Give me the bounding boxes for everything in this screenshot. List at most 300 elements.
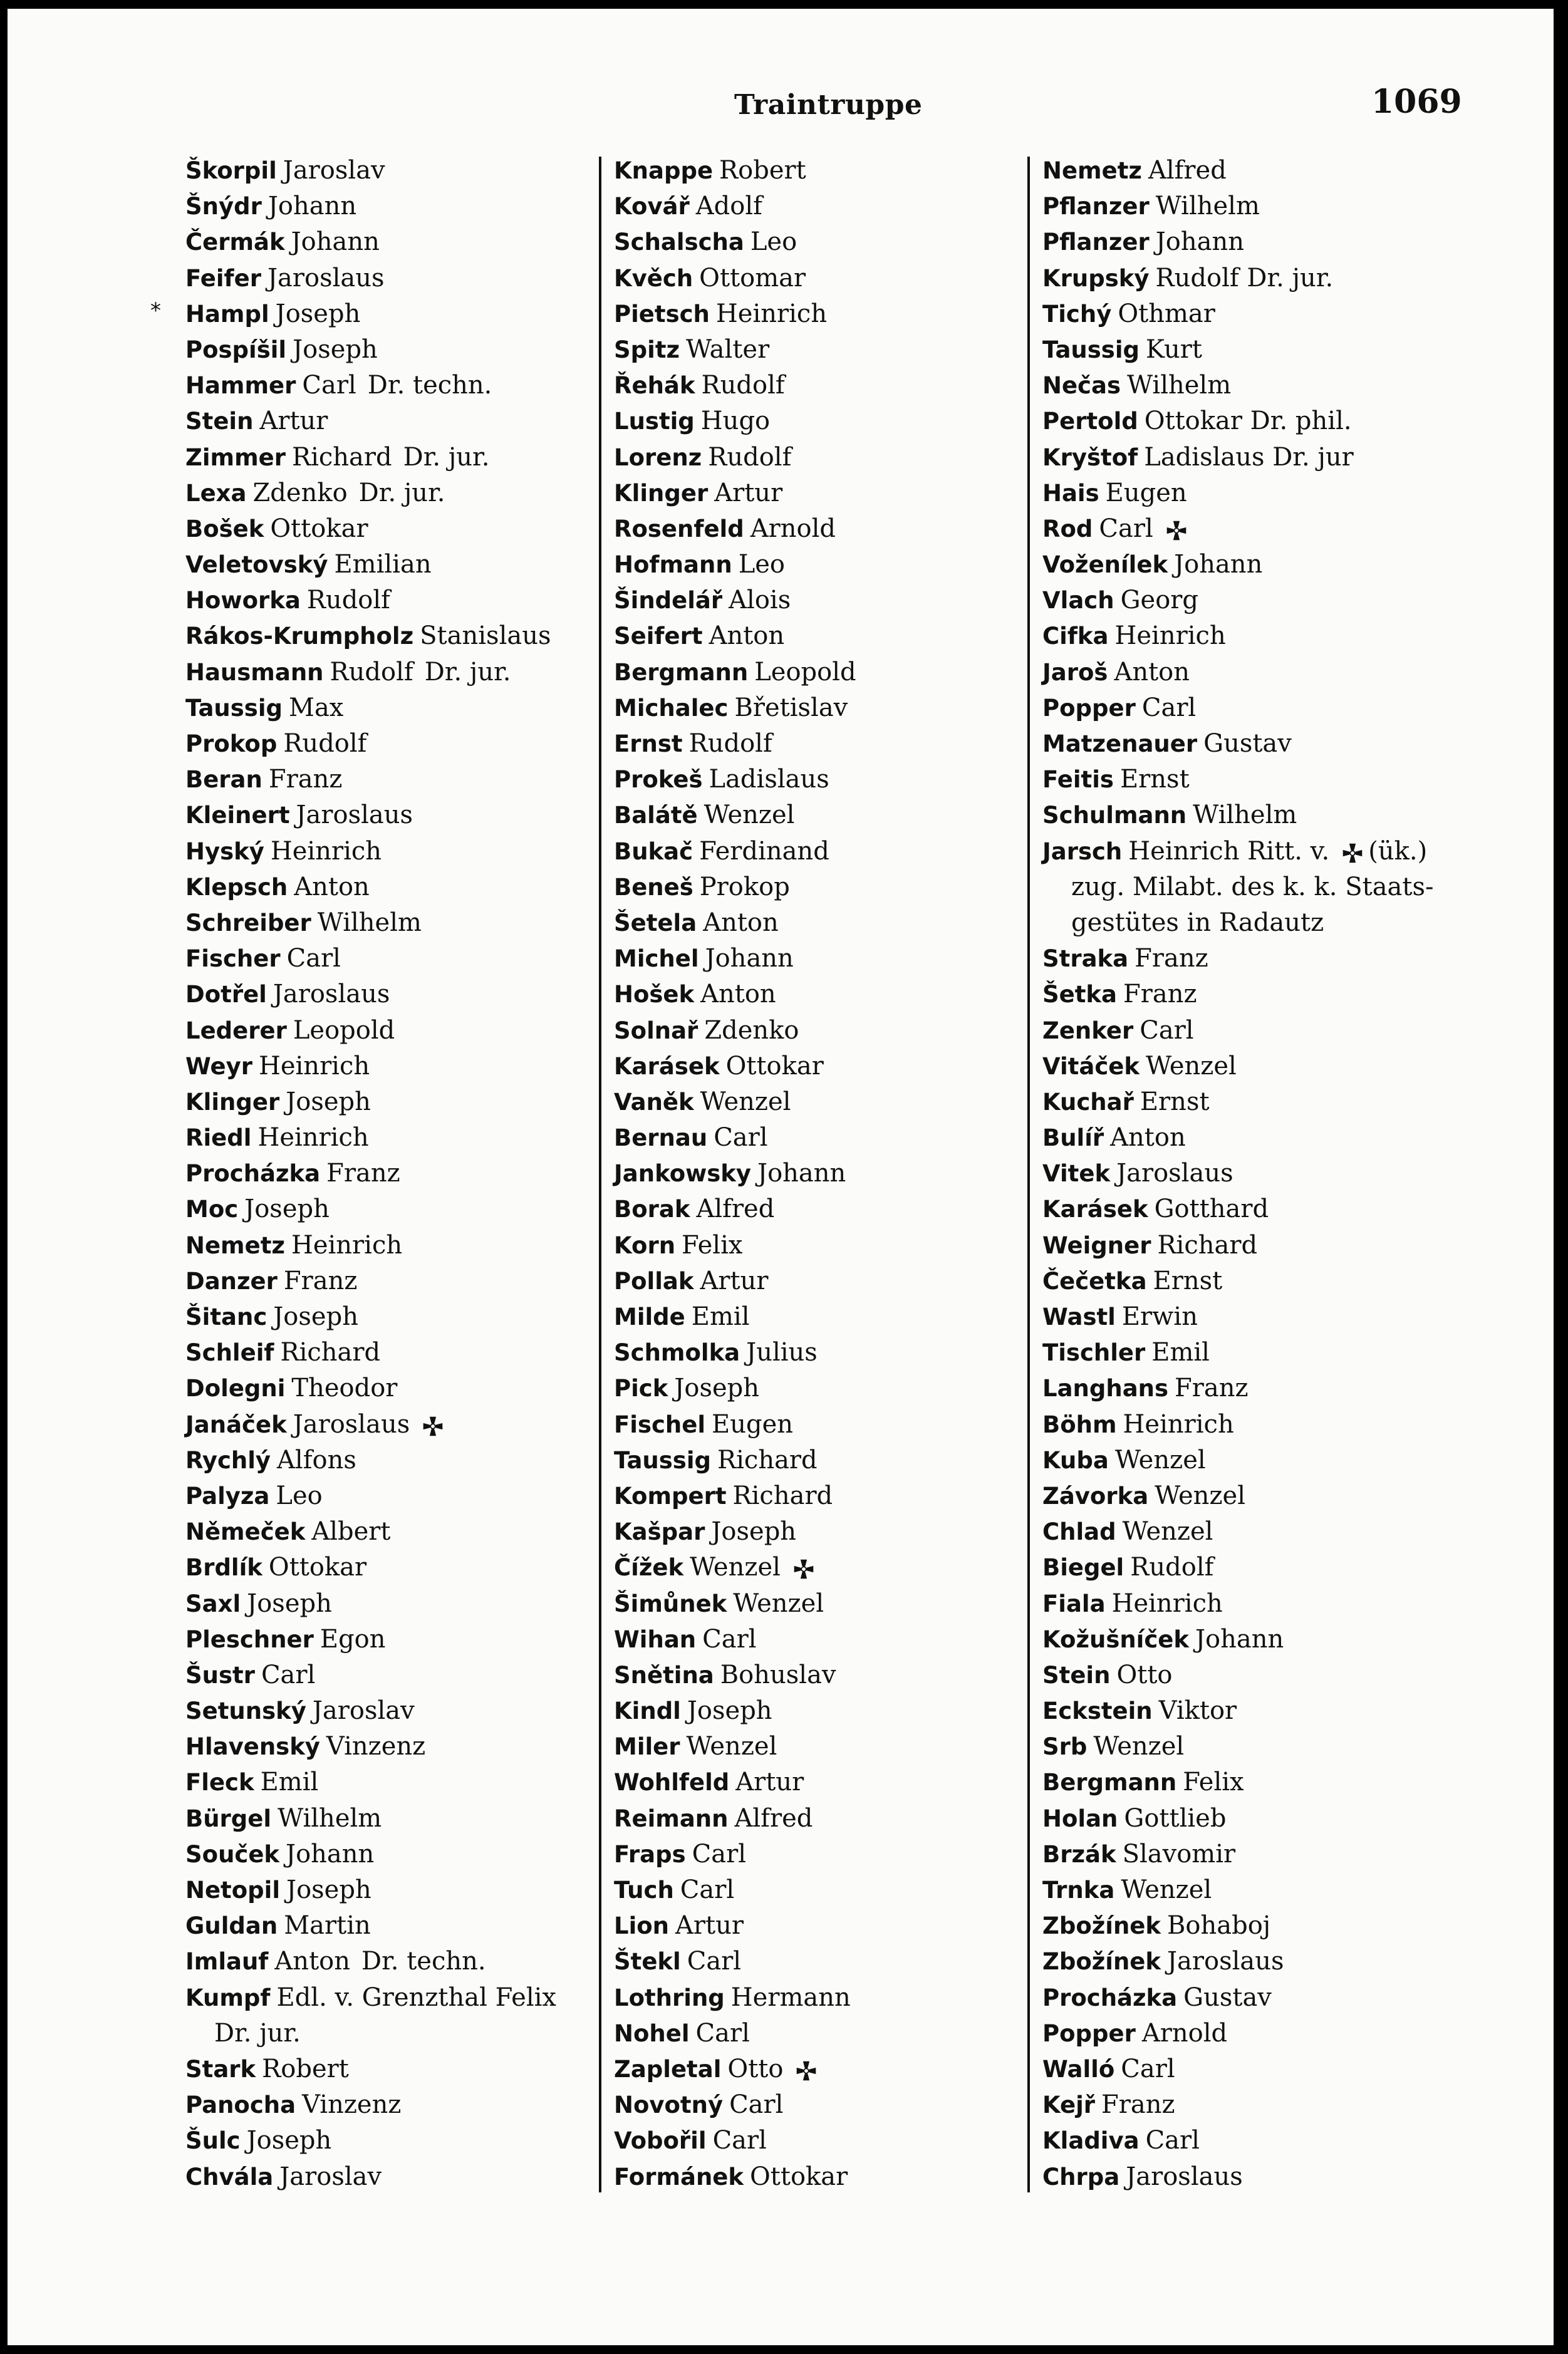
entry-given-name: Leo	[750, 227, 797, 257]
entry-surname: Hofmann	[614, 551, 732, 579]
list-item	[185, 1478, 586, 1514]
list-item	[614, 797, 1015, 833]
list-item	[185, 1944, 586, 1979]
list-item	[1042, 1801, 1475, 1837]
entry-given-name: Johann	[286, 1839, 375, 1869]
entry-given-name: Kurt	[1146, 334, 1202, 364]
list-item	[1042, 153, 1475, 189]
entry-given-name: Wenzel	[1093, 1732, 1185, 1761]
entry-surname: Formánek	[614, 2163, 744, 2191]
entry-surname: Kovář	[614, 193, 690, 220]
list-item	[1042, 332, 1475, 368]
entry-surname: Matzenauer	[1042, 730, 1198, 757]
list-item	[614, 2016, 1015, 2051]
list-item	[1042, 834, 1475, 869]
list-item	[185, 1729, 586, 1765]
list-item	[1042, 1228, 1475, 1263]
entry-surname: Milde	[614, 1304, 685, 1330]
entry-title: Dr. techn.	[361, 1947, 486, 1976]
entry-given-name: Ottomar	[699, 263, 806, 293]
list-item	[1042, 1622, 1475, 1657]
entry-given-name: Felix	[682, 1230, 743, 1260]
entry-given-name: Anton	[274, 1947, 350, 1976]
list-item	[1042, 1765, 1475, 1800]
entry-given-name: Richard	[1157, 1230, 1258, 1260]
entry-surname: Vlach	[1042, 587, 1114, 614]
entry-surname: Michalec	[614, 694, 729, 722]
cross-pattee-icon	[796, 2060, 817, 2082]
entry-given-name: Heinrich	[270, 836, 382, 866]
entry-given-name: Felix	[1183, 1768, 1244, 1797]
entry-surname: Chlad	[1042, 1518, 1116, 1546]
entry-surname: Saxl	[185, 1590, 241, 1617]
entry-surname: Kladiva	[1042, 2127, 1140, 2155]
entry-given-name: Hugo	[700, 407, 771, 436]
entry-surname: Balátě	[614, 802, 698, 829]
list-item	[614, 1693, 1015, 1729]
entry-given-name: Heinrich	[1111, 1589, 1223, 1618]
entry-surname: Šindelář	[614, 587, 723, 614]
entry-given-name: Wenzel	[1121, 1875, 1212, 1904]
entry-given-name: Egon	[319, 1624, 386, 1654]
list-item	[185, 726, 586, 762]
list-item	[1042, 655, 1475, 690]
list-item	[1042, 296, 1475, 332]
list-item	[614, 1299, 1015, 1335]
entry-given-name: Carl	[712, 2126, 767, 2155]
entry-surname: Nemetz	[1042, 157, 1142, 184]
list-item	[185, 189, 586, 224]
entry-given-name: Carl	[1140, 1015, 1194, 1045]
list-item	[185, 2051, 586, 2087]
entry-surname: Popper	[1042, 2020, 1136, 2047]
list-item	[1042, 1407, 1475, 1443]
entry-given-name: Artur	[735, 1768, 804, 1797]
entry-given-name: Wenzel	[1114, 1445, 1206, 1475]
entry-surname: Jarsch	[1042, 837, 1123, 865]
list-item	[614, 2087, 1015, 2123]
list-item	[614, 1514, 1015, 1550]
entry-given-name: Robert	[719, 156, 806, 185]
entry-given-name: Edl. v. Grenzthal Felix	[276, 1983, 556, 2012]
entry-given-name: Othmar	[1118, 299, 1215, 328]
list-item	[614, 332, 1015, 368]
list-item	[1042, 1944, 1475, 1979]
entry-given-name: Ernst	[1140, 1087, 1210, 1116]
list-item	[1042, 2087, 1475, 2123]
entry-given-name: Johann	[1155, 227, 1244, 257]
entry-given-name: Johann	[757, 1159, 846, 1188]
entry-surname: Fiala	[1042, 1590, 1106, 1617]
entry-given-name: Wenzel	[690, 1553, 781, 1582]
entry-given-name: Ottokar	[725, 1051, 824, 1081]
entry-given-name: Emilian	[334, 550, 432, 579]
list-item	[185, 2087, 586, 2123]
entry-given-name: Stanislaus	[420, 621, 551, 651]
entry-given-name: Heinrich	[715, 299, 828, 328]
list-item	[614, 869, 1015, 905]
list-item	[614, 1084, 1015, 1120]
list-item	[1042, 762, 1475, 797]
entry-surname: Stein	[1042, 1661, 1111, 1689]
list-item	[614, 1371, 1015, 1406]
list-item	[614, 2123, 1015, 2159]
entry-surname: Feifer	[185, 264, 261, 292]
list-item	[1042, 1156, 1475, 1191]
list-item	[1042, 1872, 1475, 1908]
list-item	[185, 1586, 586, 1622]
entry-surname: Kejř	[1042, 2092, 1096, 2119]
entry-surname: Hais	[1042, 479, 1099, 507]
cross-pattee-icon	[1166, 520, 1187, 541]
list-item	[614, 1120, 1015, 1156]
entry-given-name: Wilhelm	[278, 1803, 382, 1833]
entry-surname: Dolegni	[185, 1375, 286, 1403]
entry-surname: Eckstein	[1042, 1698, 1153, 1725]
entry-given-name: Ernst	[1153, 1266, 1223, 1295]
entry-given-name: Erwin	[1121, 1302, 1198, 1331]
entry-given-name: Carl	[286, 944, 341, 973]
entry-surname: Závorka	[1042, 1482, 1149, 1510]
list-item	[185, 1765, 586, 1800]
entry-surname: Stein	[185, 408, 254, 435]
list-item	[185, 1299, 586, 1335]
entry-surname: Šimůnek	[614, 1590, 727, 1617]
entry-surname: Brzák	[1042, 1840, 1116, 1868]
entry-continuation: gestütes in Radautz	[1071, 908, 1324, 937]
entry-surname: Lexa	[185, 479, 247, 507]
entry-surname: Pospíšil	[185, 336, 287, 363]
list-item	[614, 296, 1015, 332]
entry-surname: Srb	[1042, 1733, 1088, 1761]
entry-surname: Kašpar	[614, 1518, 705, 1546]
list-item	[185, 332, 586, 368]
entry-given-name: Ottokar	[750, 2162, 848, 2191]
entry-given-name: Otto	[1116, 1660, 1173, 1689]
entry-given-name: Ferdinand	[699, 836, 829, 866]
list-item	[185, 834, 586, 869]
list-item	[185, 1191, 586, 1227]
list-item	[185, 1837, 586, 1872]
document-page	[8, 9, 1554, 2345]
list-item	[614, 1622, 1015, 1657]
list-item	[185, 655, 586, 690]
entry-surname: Vitek	[1042, 1160, 1111, 1188]
entry-surname: Schmolka	[614, 1339, 740, 1367]
entry-surname: Schulmann	[1042, 802, 1187, 829]
list-item	[614, 1228, 1015, 1263]
entry-surname: Klinger	[614, 479, 709, 507]
entry-surname: Wohlfeld	[614, 1769, 730, 1797]
entry-surname: Tuch	[614, 1877, 674, 1904]
list-item	[614, 1837, 1015, 1872]
entry-given-name: Gustav	[1183, 1983, 1272, 2012]
entry-given-name: Joseph	[247, 1589, 332, 1618]
entry-surname: Voženílek	[1042, 551, 1168, 579]
list-item	[614, 403, 1015, 439]
entry-surname: Procházka	[1042, 1984, 1178, 2011]
entry-given-name: Emil	[260, 1768, 319, 1797]
entry-given-name: Jaroslav	[312, 1696, 415, 1726]
entry-surname: Brdlík	[185, 1554, 262, 1582]
list-item	[1042, 1299, 1475, 1335]
entry-given-name: Carl	[695, 2018, 750, 2048]
entry-surname: Pflanzer	[1042, 193, 1150, 220]
entry-surname: Tichý	[1042, 300, 1112, 328]
list-item	[185, 1622, 586, 1657]
entry-given-name: Arnold	[750, 514, 836, 543]
entry-surname: Hampl	[185, 300, 269, 328]
entry-given-name: Martin	[284, 1911, 371, 1941]
entry-given-name: Richard	[732, 1481, 833, 1510]
list-item	[1042, 869, 1475, 905]
entry-surname: Veletovský	[185, 551, 328, 579]
entry-given-name: Franz	[1175, 1374, 1249, 1403]
entry-surname: Kvěch	[614, 264, 693, 292]
entry-given-name: Rudolf	[1130, 1553, 1214, 1582]
list-item	[185, 1980, 586, 2016]
entry-surname: Procházka	[185, 1160, 321, 1188]
list-item	[1042, 1514, 1475, 1550]
list-item	[185, 2016, 586, 2051]
list-item	[1042, 261, 1475, 296]
entry-given-name: Leopold	[754, 657, 856, 687]
entry-surname: Hlavenský	[185, 1733, 320, 1761]
list-item	[614, 834, 1015, 869]
entry-surname: Trnka	[1042, 1877, 1115, 1904]
entry-surname: Štekl	[614, 1948, 681, 1976]
entry-given-name: Heinrich	[1123, 1409, 1234, 1439]
entry-surname: Holan	[1042, 1805, 1118, 1832]
entry-given-name: Joseph	[286, 1875, 371, 1904]
entry-given-name: Jaroslav	[279, 2162, 382, 2191]
list-item	[614, 1550, 1015, 1585]
entry-surname: Korn	[614, 1231, 676, 1259]
entry-given-name: Rudolf Dr. jur.	[1155, 263, 1334, 293]
entry-surname: Rod	[1042, 515, 1093, 542]
entry-surname: Schleif	[185, 1339, 274, 1367]
entry-given-name: Rudolf	[306, 586, 390, 615]
list-item	[185, 403, 586, 439]
entry-surname: Bergmann	[1042, 1769, 1177, 1797]
entry-given-name: Joseph	[244, 1195, 330, 1224]
list-item	[614, 1013, 1015, 1049]
entry-surname: Dotřel	[185, 981, 267, 1008]
entry-given-name: Rudolf	[283, 729, 367, 758]
entry-given-name: Leo	[276, 1481, 323, 1510]
entry-given-name: Joseph	[293, 334, 378, 364]
entry-given-name: Rudolf	[330, 657, 413, 687]
entry-given-name: Anton	[703, 908, 779, 937]
list-item	[185, 941, 586, 977]
list-item	[185, 905, 586, 941]
entry-surname: Borak	[614, 1196, 690, 1223]
entry-given-name: Richard	[291, 442, 392, 472]
list-item	[1042, 1980, 1475, 2016]
entry-given-name: Ladislaus	[709, 765, 829, 794]
entry-surname: Bošek	[185, 515, 264, 542]
entry-surname: Řehák	[614, 372, 695, 400]
entry-surname: Kryštof	[1042, 443, 1138, 471]
list-item	[1042, 1908, 1475, 1944]
entry-given-name: Joseph	[275, 299, 361, 328]
entry-given-name: Joseph	[286, 1087, 371, 1116]
list-item	[185, 547, 586, 583]
list-item	[1042, 368, 1475, 403]
page-number: 1069	[1371, 83, 1462, 121]
list-item	[1042, 1371, 1475, 1406]
entry-given-name: Heinrich Ritt. v.	[1128, 836, 1330, 866]
entry-given-name: Carl	[302, 371, 356, 400]
entry-surname: Taussig	[1042, 336, 1140, 363]
list-item	[1042, 475, 1475, 511]
entry-surname: Bürgel	[185, 1805, 272, 1832]
list-item	[614, 189, 1015, 224]
entry-continuation: zug. Milabt. des k. k. Staats-	[1071, 872, 1434, 901]
list-item	[185, 2123, 586, 2159]
entry-given-name: Artur	[700, 1266, 769, 1295]
list-item	[1042, 1335, 1475, 1371]
entry-given-name: Zdenko	[704, 1015, 799, 1045]
entry-given-name: Gotthard	[1154, 1195, 1269, 1224]
list-item	[614, 583, 1015, 618]
entry-given-name: Franz	[1123, 980, 1197, 1009]
list-item	[1042, 1120, 1475, 1156]
list-item	[614, 1156, 1015, 1191]
entry-given-name: Wenzel	[1122, 1517, 1213, 1547]
entry-given-name: Carl	[729, 2090, 784, 2120]
list-item	[614, 261, 1015, 296]
list-item	[1042, 547, 1475, 583]
entry-surname: Pick	[614, 1375, 668, 1403]
entry-surname: Prokeš	[614, 766, 703, 794]
entry-given-name: Alfons	[277, 1445, 356, 1475]
entry-surname: Taussig	[614, 1446, 711, 1474]
list-item	[614, 475, 1015, 511]
entry-given-name: Johann	[1174, 550, 1263, 579]
list-item	[185, 1156, 586, 1191]
entry-surname: Kleinert	[185, 802, 290, 829]
entry-surname: Rychlý	[185, 1446, 271, 1474]
entry-surname: Lustig	[614, 408, 695, 435]
list-item	[185, 1657, 586, 1693]
list-item	[185, 869, 586, 905]
list-item	[614, 1944, 1015, 1979]
entry-given-name: Gustav	[1203, 729, 1292, 758]
list-item	[1042, 1729, 1475, 1765]
entry-surname: Nohel	[614, 2020, 690, 2047]
entry-surname: Čermák	[185, 229, 285, 256]
list-item	[614, 618, 1015, 654]
entry-given-name: Joseph	[674, 1374, 760, 1403]
entry-surname: Imlauf	[185, 1948, 269, 1976]
list-item	[1042, 797, 1475, 833]
entry-given-name: Carl	[1121, 2054, 1175, 2083]
entry-given-name: Gottlieb	[1124, 1803, 1227, 1833]
entry-given-name: Walter	[686, 334, 770, 364]
entry-given-name: Carl	[1141, 693, 1197, 722]
cross-pattee-icon	[422, 1416, 444, 1437]
list-item	[185, 368, 586, 403]
entry-given-name: Alfred	[696, 1195, 775, 1224]
entry-given-name: Jaroslaus	[267, 263, 385, 293]
entry-given-name: Johann	[267, 192, 357, 221]
list-item	[185, 1335, 586, 1371]
entry-surname: Lederer	[185, 1017, 287, 1044]
entry-surname: Chrpa	[1042, 2163, 1120, 2191]
cross-pattee-icon	[793, 1558, 814, 1580]
list-item	[185, 1908, 586, 1944]
entry-given-name: Wilhelm	[1193, 801, 1297, 830]
entry-surname: Hyský	[185, 837, 264, 865]
entry-given-name: Eugen	[1105, 478, 1187, 507]
entry-title: Dr. jur.	[403, 442, 490, 472]
entry-given-name: Jaroslaus	[273, 980, 390, 1009]
list-item	[185, 797, 586, 833]
entry-given-name: Jaroslaus	[1167, 1947, 1284, 1976]
entry-surname: Zenker	[1042, 1017, 1134, 1044]
entry-given-name: Julius	[746, 1338, 818, 1367]
entry-given-name: Carl	[1099, 514, 1153, 543]
entry-surname: Wihan	[614, 1626, 697, 1653]
list-item	[185, 440, 586, 475]
entry-surname: Straka	[1042, 945, 1129, 973]
entry-surname: Janáček	[185, 1411, 287, 1438]
entry-surname: Netopil	[185, 1877, 281, 1904]
entry-given-name: Anton	[1110, 1123, 1186, 1153]
list-item	[614, 368, 1015, 403]
list-item	[614, 1586, 1015, 1622]
entry-note: (ük.)	[1368, 836, 1428, 866]
list-item	[614, 1263, 1015, 1299]
list-item	[614, 1443, 1015, 1478]
list-item	[614, 224, 1015, 260]
entry-surname: Pflanzer	[1042, 229, 1150, 256]
entry-given-name: Carl	[680, 1875, 735, 1904]
list-item	[614, 690, 1015, 726]
entry-given-name: Emil	[691, 1302, 750, 1331]
list-item	[185, 618, 586, 654]
entry-given-name: Carl	[261, 1660, 316, 1689]
list-item	[1042, 2016, 1475, 2051]
entry-given-name: Vinzenz	[302, 2090, 402, 2120]
list-item	[1042, 977, 1475, 1012]
entry-surname: Schalscha	[614, 229, 744, 256]
entry-given-name: Leo	[738, 550, 786, 579]
page-title: Traintruppe	[734, 89, 923, 121]
entry-given-name: Alois	[729, 586, 791, 615]
list-item	[614, 1407, 1015, 1443]
entry-surname: Šulc	[185, 2127, 241, 2155]
entry-given-name: Ernst	[1119, 765, 1190, 794]
entry-surname: Solnař	[614, 1017, 698, 1044]
entry-surname: Nemetz	[185, 1231, 285, 1259]
entry-surname: Fraps	[614, 1840, 686, 1868]
entry-surname: Howorka	[185, 587, 301, 614]
list-item	[1042, 583, 1475, 618]
entry-surname: Popper	[1042, 694, 1136, 722]
list-item	[1042, 189, 1475, 224]
entry-surname: Fischer	[185, 945, 281, 973]
entry-surname: Čečetka	[1042, 1267, 1147, 1295]
list-item	[1042, 1586, 1475, 1622]
entry-surname: Ernst	[614, 730, 683, 757]
list-item	[614, 1049, 1015, 1084]
list-item	[185, 1514, 586, 1550]
entry-surname: Palyza	[185, 1482, 270, 1510]
list-item	[1042, 1013, 1475, 1049]
list-item	[1042, 726, 1475, 762]
